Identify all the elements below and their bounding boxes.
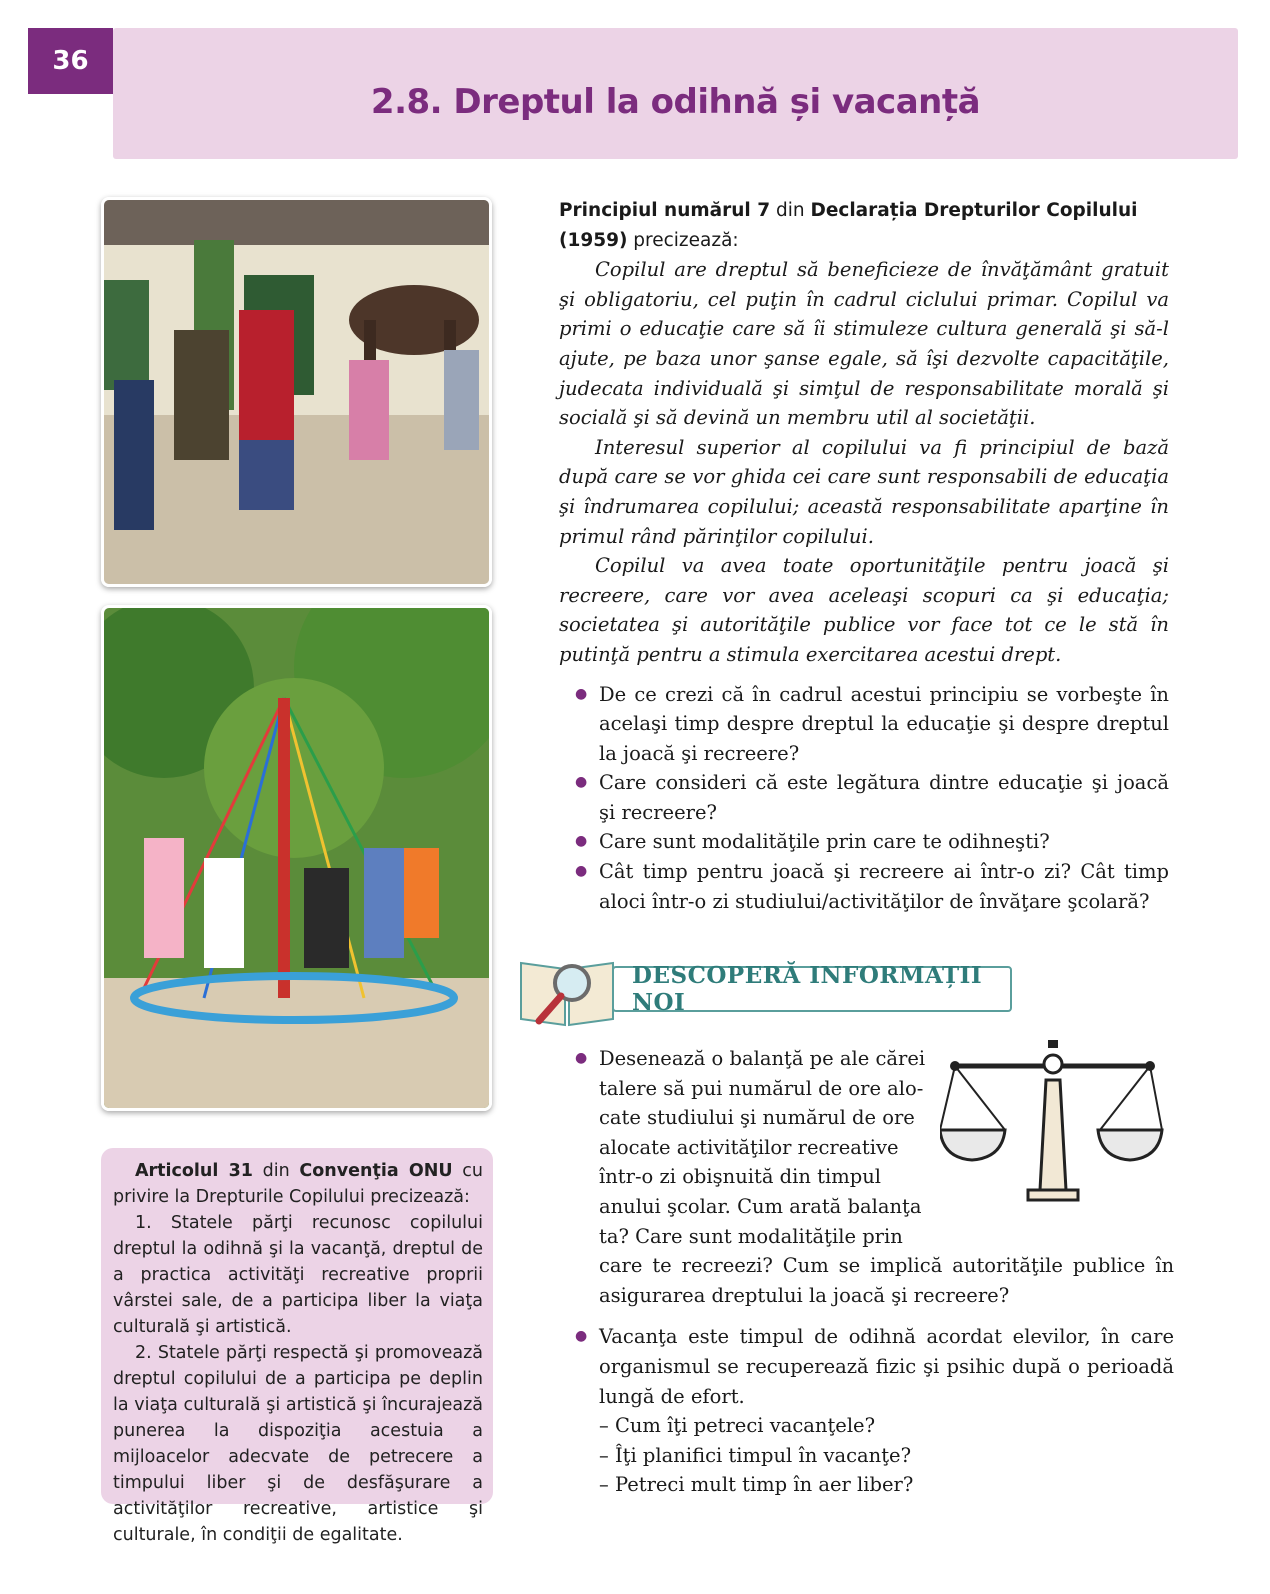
question-list bbox=[559, 680, 1169, 917]
photo-playground bbox=[101, 605, 492, 1111]
article-31-point-1: 1. Statele părţi recunosc copilului dreptul la odihnă şi la vacanţă, dreptul de a practica activităţi recreative proprii vârstei sale, de a participa liber la viaţa culturală şi artistică. bbox=[113, 1213, 483, 1337]
photo-children-horses bbox=[101, 197, 492, 587]
page-number: 36 bbox=[28, 28, 113, 94]
question-item: ● De ce crezi că în cadrul acestui principiu se vorbeşte în acelaşi timp despre dreptul la educaţie şi despre dreptul la joacă şi recreere? bbox=[599, 680, 1169, 769]
article-31-point-2: 2. Statele părţi respectă şi promovează dreptul copilului de a participa pe deplin la viaţa culturală şi artistică şi încurajează punerea la dispoziţia acestuia a mijloacelor adecvate de petrecere a timpului liber şi de desfăşurare a activităţilor recreative, artistice şi culturale, în condiţii de egalitate. bbox=[113, 1343, 483, 1545]
quote-paragraph-3: Copilul va avea toate oportunităţile pentru joacă şi recreere, care vor avea aceleaşi scopuri ca şi educaţia; societatea şi autorităţile publice vor face tot ce le stă în putinţă pentru a stimula exercitarea acestui drept. bbox=[559, 554, 1169, 666]
discover-item-1: ● Desenează o balanţă pe ale cărei talere să pui numărul de ore alo- cate studiului şi numărul de ore alocate activităţilor recreative într-o zi obişnuită din timpul anului şcolar. Cum arată balanţa ta? Care sunt modalităţile prin care te recreezi? Cum se implică autorităţile publice în asigurarea dreptului la joacă şi recreere? bbox=[599, 1044, 1174, 1310]
quote-paragraph-1: Copilul are dreptul să beneficieze de învăţământ gratuit şi obligatoriu, cel puţin în cadrul ciclului primar. Copilul va primi o educaţie care să îi stimuleze cultura generală şi să-l ajute, pe baza unor şanse egale, să îşi dezvolte capacităţile, judecata individuală şi simţul de responsabilitate morală şi socială şi să devină un membru util al societăţii. bbox=[559, 258, 1169, 430]
article-31-intro: Articolul 31 din Convenţia ONU cu privire la Drepturile Copilului precizează: bbox=[113, 1161, 483, 1207]
discover-item-2: ● Vacanţa este timpul de odihnă acordat elevilor, în care organismul se recuperează fizic şi psihic după o perioadă lungă de efort. – Cum îţi petreci vacanţele? – Îţi planifici timpul în vacanţe? – Petreci mult timp în aer liber? bbox=[599, 1322, 1174, 1500]
page-title: 2.8. Dreptul la odihnă și vacanță bbox=[370, 82, 981, 122]
discover-list bbox=[599, 1044, 1174, 1500]
discover-label: DESCOPERĂ INFORMAȚII NOI bbox=[612, 966, 1012, 1012]
article-31-box bbox=[101, 1148, 493, 1545]
question-item: ● Cât timp pentru joacă şi recreere ai într-o zi? Cât timp aloci într-o zi studiului/activităţilor de învăţare şcolară? bbox=[599, 857, 1169, 916]
question-item: ● Care sunt modalităţile prin care te odihneşti? bbox=[599, 827, 1169, 857]
quote-paragraph-2: Interesul superior al copilului va fi principiul de bază după care se vor ghida cei care sunt responsabili de educaţia şi îndrumarea copilului; această responsabilitate aparţine în primul rând părinţilor copilului. bbox=[559, 435, 1169, 548]
principle-intro: Principiul numărul 7 din Declarația Drepturilor Copilului (1959) precizează: bbox=[559, 200, 1138, 251]
question-item: ● Care consideri că este legătura dintre educaţie şi joacă şi recreere? bbox=[599, 768, 1169, 827]
main-text bbox=[559, 196, 1169, 916]
